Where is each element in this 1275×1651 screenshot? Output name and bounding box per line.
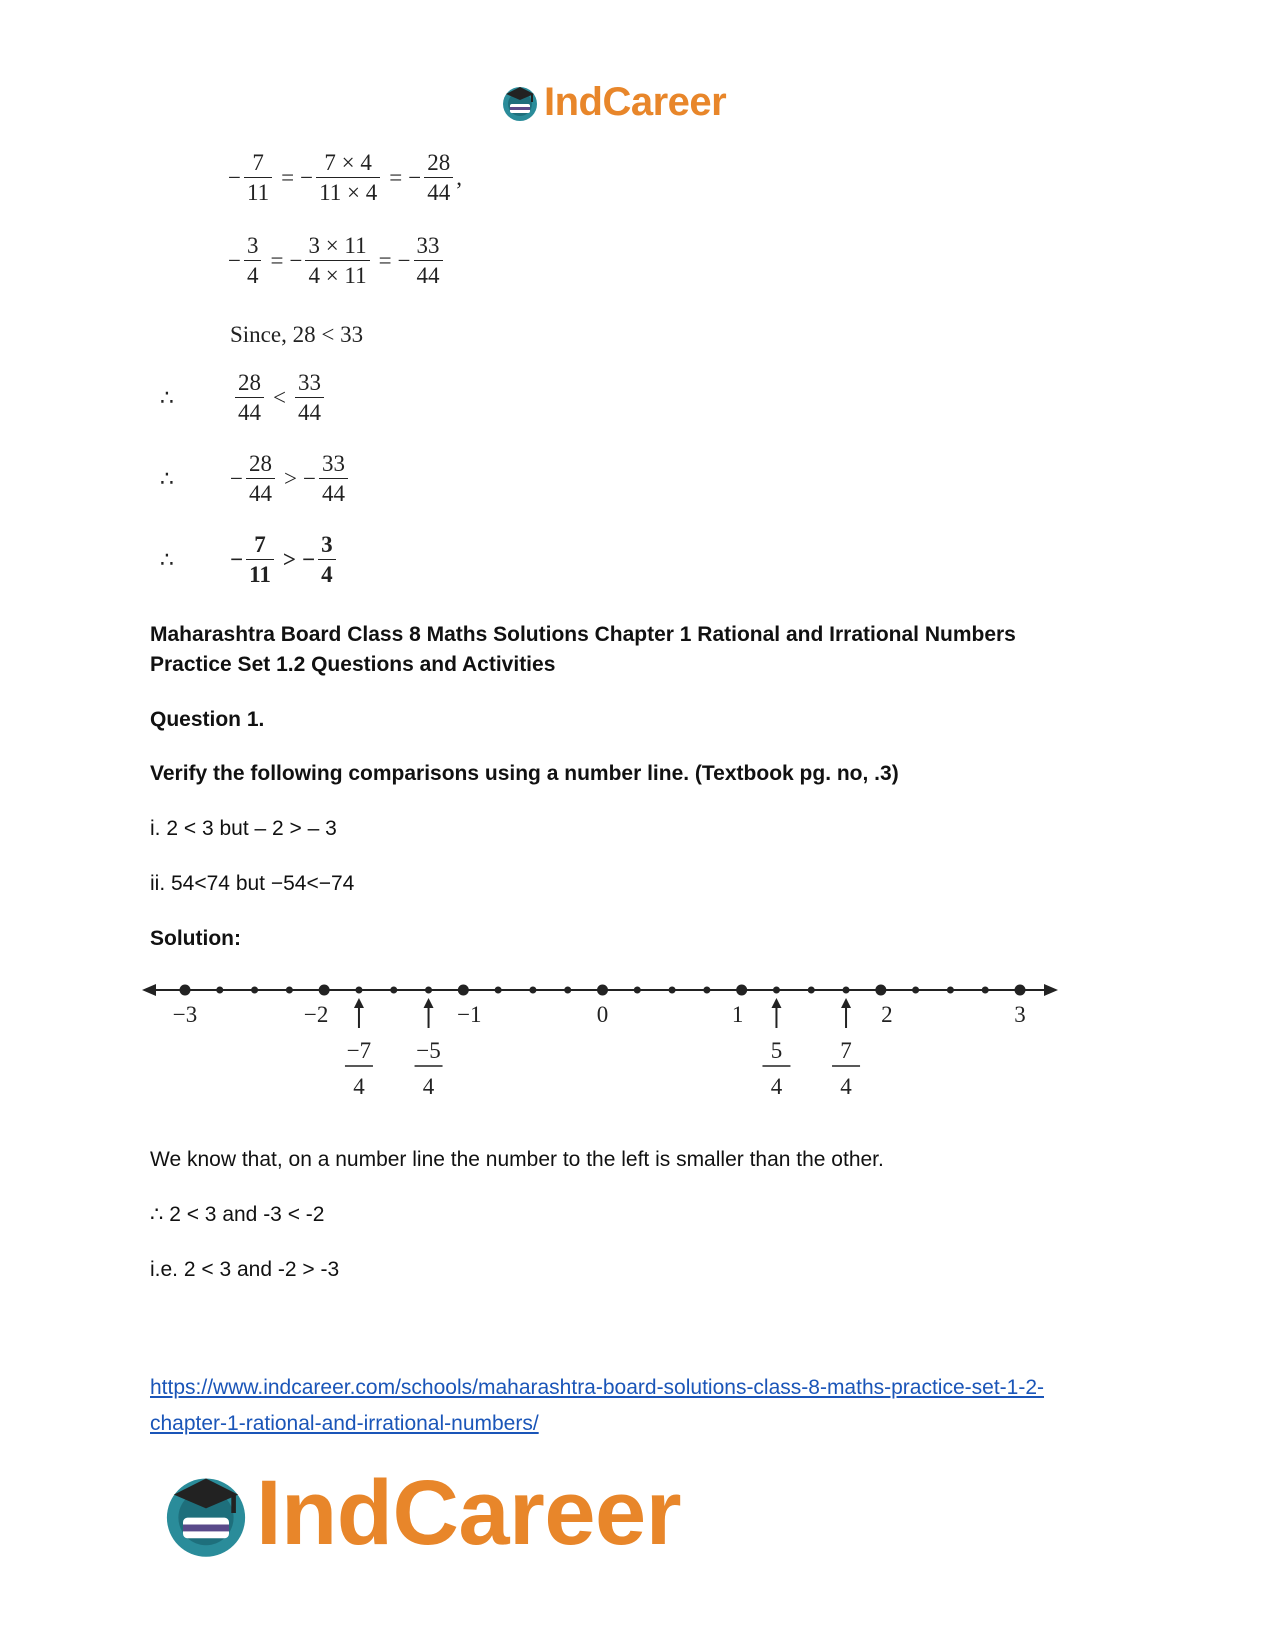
math-row-4: − $\frac{28}{44}$ > − $\frac{33}{44}$	[230, 451, 351, 507]
fraction: $\frac{7}{11}$	[244, 150, 272, 206]
tick-label: 0	[596, 1002, 609, 1027]
quarter-point	[286, 987, 293, 994]
integer-point	[875, 985, 886, 996]
arrow-right-icon	[1044, 984, 1058, 996]
math-row-1: − $\frac{7}{11}$ = − $\frac{7 \times 4}{11 \times 4}$ = − $\frac{28}{44}$ ,	[228, 150, 462, 205]
quarter-point	[634, 987, 641, 994]
math-row-3: $\frac{28}{44}$ < $\frac{33}{44}$	[232, 370, 327, 426]
integer-point	[319, 985, 330, 996]
comparison-item-2: ii. 54<74 but −54<−74	[150, 872, 355, 895]
conclusion-line-1: ∴ 2 < 3 and -3 < -2	[150, 1203, 325, 1226]
quarter-point	[843, 987, 850, 994]
marker-denominator: 4	[422, 1074, 435, 1099]
fraction: $\frac{33}{44}$	[295, 370, 324, 426]
math-row-5: − $\frac{7}{11}$ > − $\frac{3}{4}$	[230, 532, 339, 588]
logo-text: IndCareer	[544, 80, 727, 124]
fraction: $\frac{28}{44}$	[246, 451, 275, 507]
footer-logo	[160, 1462, 681, 1564]
quarter-point	[912, 987, 919, 994]
up-arrow-icon	[841, 998, 851, 1008]
fraction: $\frac{28}{44}$	[424, 150, 453, 206]
source-link-line-2[interactable]: chapter-1-rational-and-irrational-numbers/	[150, 1412, 539, 1435]
fraction: $\frac{7 \times 4}{11 \times 4}$	[316, 150, 380, 206]
logo-text: IndCareer	[256, 1462, 681, 1564]
quarter-point	[355, 987, 362, 994]
up-arrow-icon	[354, 998, 364, 1008]
therefore-symbol: ∴	[160, 467, 174, 492]
marker-denominator: 4	[840, 1074, 852, 1099]
tick-label: 1	[731, 1002, 744, 1027]
up-arrow-icon	[771, 998, 781, 1008]
fraction: $\frac{3}{4}$	[244, 233, 262, 289]
section-heading-line-2: Practice Set 1.2 Questions and Activities	[150, 653, 556, 676]
source-link[interactable]	[150, 1370, 1130, 1442]
integer-point	[597, 985, 608, 996]
graduation-cap-icon	[500, 82, 540, 122]
quarter-point	[564, 987, 571, 994]
quarter-point	[216, 987, 223, 994]
fraction: $\frac{33}{44}$	[414, 233, 443, 289]
comparison-item-1: i. 2 < 3 but – 2 > – 3	[150, 817, 337, 840]
solution-label: Solution:	[150, 927, 241, 950]
explanation-paragraph: We know that, on a number line the number to the left is smaller than the other.	[150, 1148, 884, 1171]
quarter-point	[495, 987, 502, 994]
quarter-point	[251, 987, 258, 994]
integer-point	[458, 985, 469, 996]
integer-point	[736, 985, 747, 996]
marker-denominator: 4	[353, 1074, 365, 1099]
fraction: $\frac{3}{4}$	[318, 532, 336, 588]
marker-numerator: −7	[346, 1038, 372, 1063]
integer-point	[1015, 985, 1026, 996]
quarter-point	[773, 987, 780, 994]
since-statement: Since, 28 < 33	[230, 322, 364, 347]
tick-label: 2	[881, 1002, 893, 1027]
section-heading-line-1: Maharashtra Board Class 8 Maths Solutions Chapter 1 Rational and Irrational Numbers	[150, 623, 1016, 646]
question-instruction: Verify the following comparisons using a number line. (Textbook pg. no, .3)	[150, 762, 899, 785]
fraction: $\frac{3 \times 11}{4 \times 11}$	[305, 233, 369, 289]
integer-point	[180, 985, 191, 996]
up-arrow-icon	[424, 998, 434, 1008]
quarter-point	[808, 987, 815, 994]
fraction: $\frac{7}{11}$	[246, 532, 274, 588]
quarter-point	[703, 987, 710, 994]
marker-numerator: 5	[770, 1038, 783, 1063]
arrow-left-icon	[142, 984, 156, 996]
number-line	[140, 970, 1130, 1110]
question-label: Question 1.	[150, 708, 265, 731]
marker-numerator: −5	[416, 1038, 441, 1063]
quarter-point	[425, 987, 432, 994]
tick-label: 3	[1014, 1002, 1026, 1027]
tick-label: −2	[303, 1002, 329, 1027]
tick-label: −1	[457, 1002, 482, 1027]
source-link-line-1[interactable]: https://www.indcareer.com/schools/maharashtra-board-solutions-class-8-maths-practice-set-1-2-	[150, 1376, 1044, 1399]
quarter-point	[947, 987, 954, 994]
conclusion-line-2: i.e. 2 < 3 and -2 > -3	[150, 1258, 340, 1281]
quarter-point	[669, 987, 676, 994]
header-logo	[500, 80, 726, 124]
therefore-symbol: ∴	[160, 548, 174, 573]
marker-denominator: 4	[770, 1074, 783, 1099]
therefore-symbol: ∴	[160, 386, 174, 411]
marker-numerator: 7	[840, 1038, 852, 1063]
fraction: $\frac{33}{44}$	[319, 451, 348, 507]
graduation-cap-icon	[160, 1467, 252, 1559]
quarter-point	[529, 987, 536, 994]
quarter-point	[982, 987, 989, 994]
tick-label: −3	[172, 1002, 198, 1027]
fraction: $\frac{28}{44}$	[235, 370, 264, 426]
math-row-2: − $\frac{3}{4}$ = − $\frac{3 \times 11}{4 \times 11}$ = − $\frac{33}{44}$	[228, 233, 446, 289]
quarter-point	[390, 987, 397, 994]
